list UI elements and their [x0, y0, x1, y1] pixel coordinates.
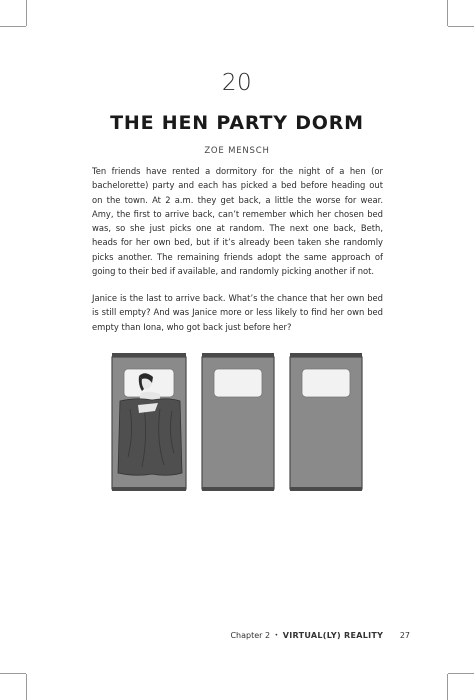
- page-footer: [230, 631, 410, 640]
- footer-chapter: Chapter 2: [230, 631, 271, 640]
- beds-illustration: [108, 353, 368, 493]
- crop-mark: [0, 26, 26, 27]
- footer-section: VIRTUAL(LY) REALITY: [282, 631, 384, 640]
- paragraph-question: Janice is the last to arrive back. What’s the chance that her own bed is still empty? And was Janice more or less likely to find her own bed empty than Iona, who got back just before her?: [92, 293, 383, 332]
- footer-separator: •: [274, 632, 279, 639]
- author-name: ZOE MENSCH: [204, 146, 270, 156]
- crop-mark: [447, 0, 448, 26]
- crop-mark: [26, 0, 27, 26]
- chapter-number: 20: [221, 70, 253, 96]
- puzzle-title: THE HEN PARTY DORM: [110, 112, 364, 134]
- crop-mark: [0, 673, 26, 674]
- crop-mark: [26, 674, 27, 700]
- page-number: 27: [399, 631, 410, 640]
- empty-bed: [202, 353, 274, 491]
- paragraph-intro: Ten friends have rented a dormitory for the night of a hen (or bachelorette) party and each has picked a bed before heading out on the town. At 2 a.m. they get back, a little the worse for wear. Amy, the first to arrive back, can’t remember which her chosen bed was, so she just picks one at random. The next one back, Beth, heads for her own bed, but if it’s already been taken she randomly picks another. The remaining friends adopt the same approach of going to their bed if available, and randomly picking another if not.: [92, 166, 383, 277]
- crop-mark: [448, 26, 474, 27]
- empty-bed: [290, 353, 362, 491]
- crop-mark: [448, 673, 474, 674]
- crop-mark: [447, 674, 448, 700]
- occupied-bed: [112, 353, 186, 491]
